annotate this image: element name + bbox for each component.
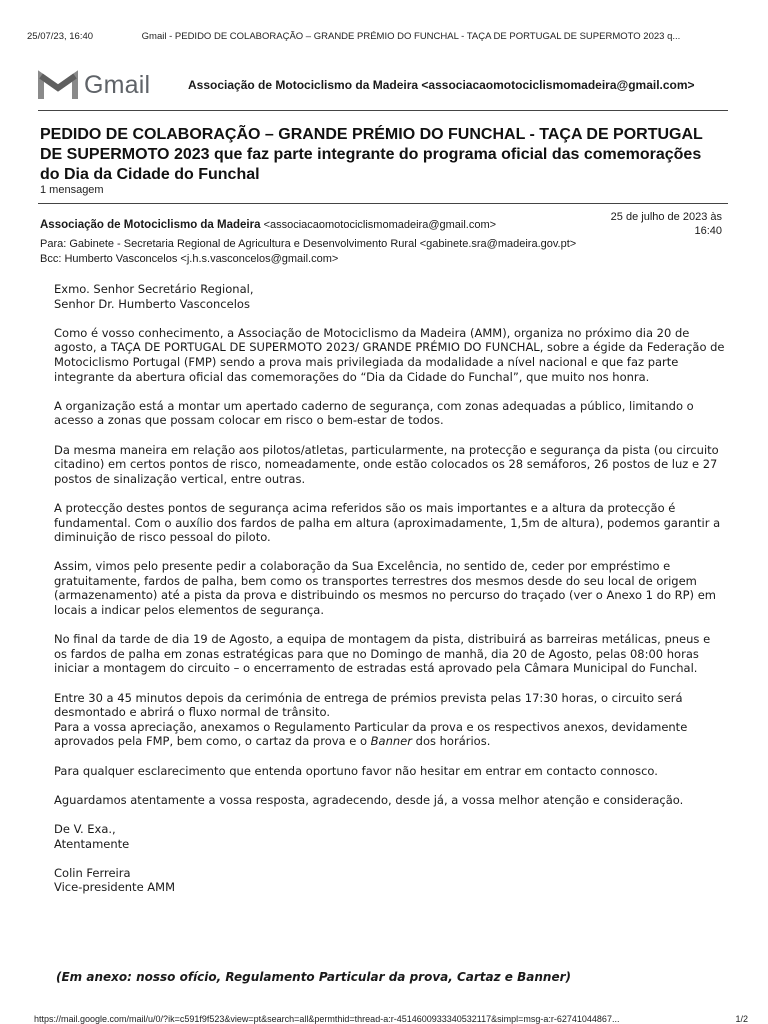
page-number: 1/2 [727,1014,748,1024]
header-divider [38,110,728,111]
body-paragraph: Assim, vimos pelo presente pedir a colaboração da Sua Excelência, no sentido de, ceder por empréstimo e gratuitamente, fardos de palha, bem como os transportes terrestres dos mesmos desde do seu local de origem (armazenamento) até a pista da prova e distribuindo os mesmos no percurso do traçado (ver o Anexo 1 do RP) em locais a indicar pelos elementos de segurança. [54,559,716,618]
gmail-wordmark: Gmail [84,70,151,99]
sender-name: Associação de Motociclismo da Madeira [40,219,261,231]
print-footer [34,1014,748,1024]
message-body [54,282,726,910]
body-paragraph: No final da tarde de dia 19 de Agosto, a equipa de montagem da pista, distribuirá as barreiras metálicas, pneus e os fardos de palha em zonas estratégicas para que no Domingo de manhã, dia 20 de Agosto, pelas 08:00 horas iniciar a montagem do circuito – o encerramento de estradas está aprovado pela Câmara Municipal do Funchal. [54,632,711,676]
closing-line-1: De V. Exa., [54,821,116,836]
gmail-logo-icon [38,70,78,100]
body-paragraph [54,691,726,749]
message-date-line-2: 16:40 [694,225,722,237]
message-date-line-1: 25 de julho de 2023 às [610,211,722,223]
body-paragraph: Aguardamos atentamente a vossa resposta, agradecendo, desde já, a vossa melhor atenção e consideração. [54,792,684,807]
dismantle-note: Entre 30 a 45 minutos depois da cerimónia de entrega de prémios prevista pelas 17:30 horas, o circuito será desmontado e abrirá o fluxo normal de trânsito. [54,690,683,720]
print-header [27,31,734,42]
body-paragraph: Como é vosso conhecimento, a Associação de Motociclismo da Madeira (AMM), organiza no próximo dia 20 de agosto, a TAÇA DE PORTUGAL DE SUPERMOTO 2023/ GRANDE PRÉMIO DO FUNCHAL, sobre a égide da Federação de Motociclismo Portugal (FMP) sendo a prova mais privilegiada da modalidade a nível nacional e que faz parte integrante da abertura oficial das comemorações do “Dia da Cidade do Funchal”, que muito nos honra. [54,325,725,384]
signer-role: Vice-presidente AMM [54,880,176,895]
gmail-brand[interactable] [38,70,150,100]
closing-line-2: Atentamente [54,836,130,851]
message-count: 1 mensagem [40,184,104,196]
annex-note-end: dos horários. [412,734,491,749]
salutation-line-2: Senhor Dr. Humberto Vasconcelos [54,296,250,311]
message-date [572,210,722,238]
closing [54,822,726,851]
print-page-title: Gmail - PEDIDO DE COLABORAÇÃO – GRANDE PRÉMIO DO FUNCHAL - TAÇA DE PORTUGAL DE SUPERMOTO 2023 q... [141,31,681,42]
signer-name: Colin Ferreira [54,865,131,880]
bcc-line: Bcc: Humberto Vasconcelos <j.h.s.vasconcelos@gmail.com> [40,253,339,265]
to-line: Para: Gabinete - Secretaria Regional de Agricultura e Desenvolvimento Rural <gabinete.sra@madeira.gov.pt> [40,238,577,250]
annex-note-start: Para a vossa apreciação, anexamos o Regulamento Particular da prova e os respectivos anexos, devidamente aprovados pela FMP, bem como, o cartaz da prova e o [54,719,688,749]
body-paragraph: A protecção destes pontos de segurança acima referidos são os mais importantes e a altura da protecção é fundamental. Com o auxílio dos fardos de palha em altura (aproximadamente, 1,5m de altura), podemos garantir a diminuição de risco pessoal do piloto. [54,500,721,545]
body-paragraph: Da mesma maneira em relação aos pilotos/atletas, particularmente, na protecção e segurança da pista (ou circuito citadino) em certos pontos de risco, nomeadamente, onde estão colocados os 28 semáforos, 26 postos de luz e 27 postos de sinalização vertical, entre outras. [54,442,719,486]
sender-line [40,219,580,231]
signature [54,866,726,895]
salutation-line-1: Exmo. Senhor Secretário Regional, [54,282,254,296]
subject-divider [38,203,728,204]
attachments-note: (Em anexo: nosso ofício, Regulamento Particular da prova, Cartaz e Banner) [56,970,571,984]
print-datetime: 25/07/23, 16:40 [27,31,94,42]
body-paragraph: Para qualquer esclarecimento que entenda oportuno favor não hesitar em entrar em contacto connosco. [54,763,658,778]
account-header: Associação de Motociclismo da Madeira <associacaomotociclismomadeira@gmail.com> [188,78,695,92]
banner-word: Banner [370,734,412,749]
sender-email: <associacaomotociclismomadeira@gmail.com> [263,219,497,231]
email-subject: PEDIDO DE COLABORAÇÃO – GRANDE PRÉMIO DO FUNCHAL - TAÇA DE PORTUGAL DE SUPERMOTO 2023 que faz parte integrante do programa oficial das comemorações do Dia da Cidade do Funchal [40,126,703,183]
body-paragraph: A organização está a montar um apertado caderno de segurança, com zonas adequadas a público, limitando o acesso a zonas que possam colocar em risco o bem-estar de todos. [54,398,694,428]
print-url[interactable]: https://mail.google.com/mail/u/0/?ik=c591f9f523&view=pt&search=all&permthid=thread-a:r-4514600933340532117&simpl=msg-a:r-62741044867... [34,1014,620,1024]
salutation [54,282,726,311]
